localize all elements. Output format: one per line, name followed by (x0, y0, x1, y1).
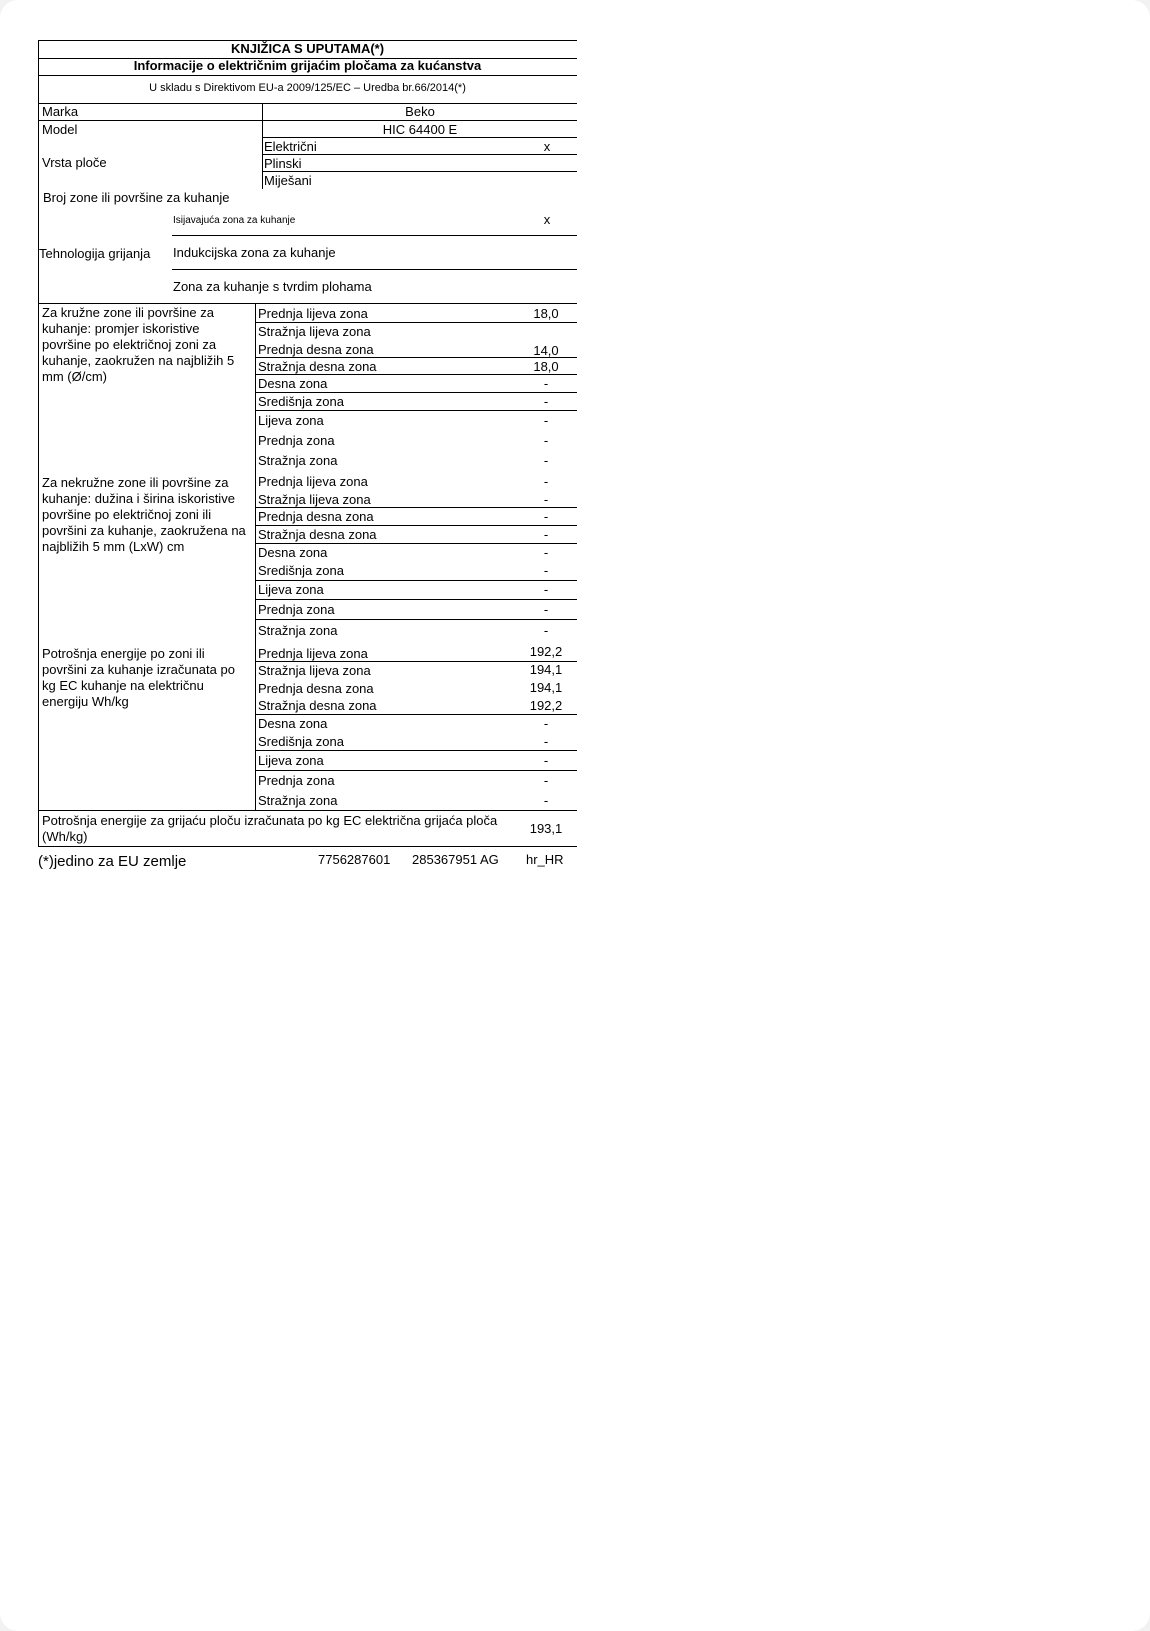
footer-locale: hr_HR (526, 852, 564, 867)
noncircular-zone-value: - (543, 582, 549, 597)
footer-code: 285367951 AG (412, 852, 499, 867)
noncircular-zone-name: Lijeva zona (258, 582, 324, 597)
heating-tech-option: Zona za kuhanje s tvrdim plohama (173, 279, 372, 294)
circular-zone-name: Prednja zona (258, 433, 335, 448)
energy-zone-value: 194,1 (529, 662, 563, 677)
heating-tech-option: Isijavajuća zona za kuhanje (173, 215, 296, 226)
noncircular-zone-name: Prednja zona (258, 602, 335, 617)
circular-zone-name: Lijeva zona (258, 413, 324, 428)
noncircular-zone-value: - (543, 509, 549, 524)
circular-zone-name: Desna zona (258, 376, 328, 391)
model-label: Model (42, 122, 78, 137)
circular-zone-value: - (543, 413, 549, 428)
circular-zones-label: Za kružne zone ili površine za kuhanje: promjer iskoristive površine po električnoj zoni za kuhanje, zaokružen na najbližih 5 mm (Ø/cm) (42, 305, 235, 384)
noncircular-zone-name: Prednja lijeva zona (258, 474, 368, 489)
energy-zone-name: Lijeva zona (258, 753, 324, 768)
noncircular-zone-name: Stražnja zona (258, 623, 338, 638)
energy-zone-value: 194,1 (529, 680, 563, 695)
circular-zone-value: 18,0 (533, 306, 559, 321)
total-energy-label: Potrošnja energije za grijaću ploču izračunata po kg EC električna grijaća ploča (Wh/kg) (42, 813, 498, 844)
noncircular-zone-value: - (543, 492, 549, 507)
total-energy-value: 193,1 (529, 821, 563, 836)
circular-zone-value: - (543, 433, 549, 448)
circular-zone-name: Stražnja zona (258, 453, 338, 468)
energy-zone-value: 192,2 (529, 644, 563, 659)
footer-note: (*)jedino za EU zemlje (38, 853, 187, 870)
circular-zone-name: Prednja lijeva zona (258, 306, 368, 321)
noncircular-zone-value: - (543, 563, 549, 578)
energy-zone-value: - (543, 753, 549, 768)
energy-zone-name: Desna zona (258, 716, 328, 731)
footer-code: 7756287601 (318, 852, 391, 867)
energy-zone-value: 192,2 (529, 698, 563, 713)
circular-zone-value: - (543, 394, 549, 409)
noncircular-zones-label: Za nekružne zone ili površine za kuhanje: dužina i širina iskoristive površine po električnoj zoni ili površini za kuhanje, zaokružena na najbližih 5 mm (LxW) cm (42, 475, 246, 554)
heating-tech-option: Indukcijska zona za kuhanje (173, 245, 336, 260)
energy-zone-value: - (543, 793, 549, 808)
energy-zone-name: Središnja zona (258, 734, 344, 749)
circular-zone-value: 18,0 (533, 359, 559, 374)
regulation-line: U skladu s Direktivom EU-a 2009/125/EC – Uredba br.66/2014(*) (149, 82, 466, 94)
circular-zone-name: Središnja zona (258, 394, 344, 409)
brand-label: Marka (42, 104, 79, 119)
doc-title: KNJIŽICA S UPUTAMA(*) (230, 41, 385, 56)
circular-zone-name: Stražnja lijeva zona (258, 324, 371, 339)
energy-zone-value: - (543, 734, 549, 749)
noncircular-zone-value: - (543, 474, 549, 489)
noncircular-zone-name: Stražnja desna zona (258, 527, 377, 542)
noncircular-zone-name: Središnja zona (258, 563, 344, 578)
zone-count-label: Broj zone ili površine za kuhanje (43, 190, 230, 205)
circular-zone-value: - (543, 376, 549, 391)
energy-zone-name: Prednja desna zona (258, 681, 374, 696)
model-value: HIC 64400 E (382, 122, 458, 137)
plate-type-option: Električni (264, 139, 317, 154)
circular-zone-value: - (543, 453, 549, 468)
plate-type-option: Miješani (264, 173, 312, 188)
circular-zone-name: Prednja desna zona (258, 342, 374, 357)
circular-zone-value: 14,0 (533, 343, 559, 358)
circular-zone-name: Stražnja desna zona (258, 359, 377, 374)
plate-type-mark: x (543, 139, 551, 154)
noncircular-zone-value: - (543, 602, 549, 617)
brand-value: Beko (405, 104, 435, 119)
plate-type-option: Plinski (264, 156, 302, 171)
noncircular-zone-name: Stražnja lijeva zona (258, 492, 371, 507)
noncircular-zone-name: Prednja desna zona (258, 509, 374, 524)
energy-zone-name: Stražnja lijeva zona (258, 663, 371, 678)
noncircular-zone-value: - (543, 623, 549, 638)
noncircular-zone-value: - (543, 545, 549, 560)
energy-zone-value: - (543, 716, 549, 731)
heating-tech-label: Tehnologija grijanja (39, 246, 151, 261)
heating-tech-mark: x (543, 212, 551, 227)
energy-zone-name: Stražnja desna zona (258, 698, 377, 713)
energy-zone-value: - (543, 773, 549, 788)
zone-energy-label: Potrošnja energije po zoni ili površini za kuhanje izračunata po kg EC kuhanje na električnu energiju Wh/kg (42, 646, 235, 709)
energy-zone-name: Prednja zona (258, 773, 335, 788)
energy-zone-name: Prednja lijeva zona (258, 646, 368, 661)
energy-zone-name: Stražnja zona (258, 793, 338, 808)
noncircular-zone-name: Desna zona (258, 545, 328, 560)
plate-type-label: Vrsta ploče (42, 155, 107, 170)
doc-subtitle: Informacije o električnim grijaćim pločama za kućanstva (133, 58, 482, 73)
noncircular-zone-value: - (543, 527, 549, 542)
